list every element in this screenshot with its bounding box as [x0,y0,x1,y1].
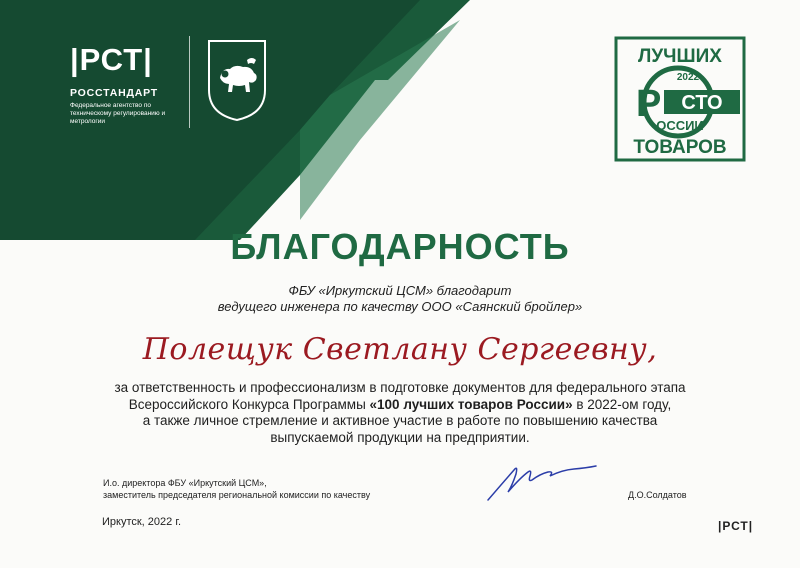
intro-line-2: ведущего инженера по качеству ООО «Саянский бройлер» [217,299,583,314]
svg-text:СТО: СТО [681,92,723,114]
body-line-2-pre: Всероссийского Конкурса Программы [128,396,370,412]
certificate-intro [0,283,800,315]
body-line-4: выпускаемой продукции на предприятии. [270,429,530,445]
rosstandart-subtitle: Федеральное агентство по техническому регулированию и метрологии [70,102,166,125]
recipient-name: Полещук Светлану Сергеевну, [142,332,658,367]
signer-position [103,477,370,501]
svg-text:Р: Р [636,83,662,125]
svg-text:ЛУЧШИХ: ЛУЧШИХ [638,46,722,67]
rosstandart-logo [70,44,188,126]
body-line-3: а также личное стремление и активное участие в работе по повышению качества [142,413,658,428]
signer-position-line-1: И.о. директора ФБУ «Иркутский ЦСМ», [103,478,267,488]
body-line-1: за ответственность и профессионализм в подготовке документов для федерального этапа [114,380,686,395]
rosstandart-name: РОССТАНДАРТ [70,87,158,99]
handwritten-signature [470,452,600,502]
svg-text:ТОВАРОВ: ТОВАРОВ [633,137,727,158]
certificate-title: БЛАГОДАРНОСТЬ [230,226,570,267]
certificate-body [60,380,740,446]
contest-name: «100 лучших товаров России» [369,396,573,412]
signer-position-line-2: заместитель председателя региональной комиссии по качеству [103,490,371,500]
city-year: Иркутск, 2022 г. [102,516,182,528]
svg-text:2022: 2022 [676,72,700,83]
100-best-goods-badge [614,36,746,162]
rosstandart-mark: |РСТ| [70,42,153,77]
body-line-2-post: в 2022-ом году, [572,396,672,412]
footer-rst-mark: |РСТ| [718,519,754,533]
intro-line-1: ФБУ «Иркутский ЦСМ» благодарит [288,283,512,298]
irkutsk-coat-of-arms-icon [206,38,268,122]
body-line-2 [60,397,740,414]
signer-name: Д.О.Солдатов [628,490,687,500]
svg-text:ОССИИ: ОССИИ [656,118,704,133]
logo-divider [189,36,190,128]
